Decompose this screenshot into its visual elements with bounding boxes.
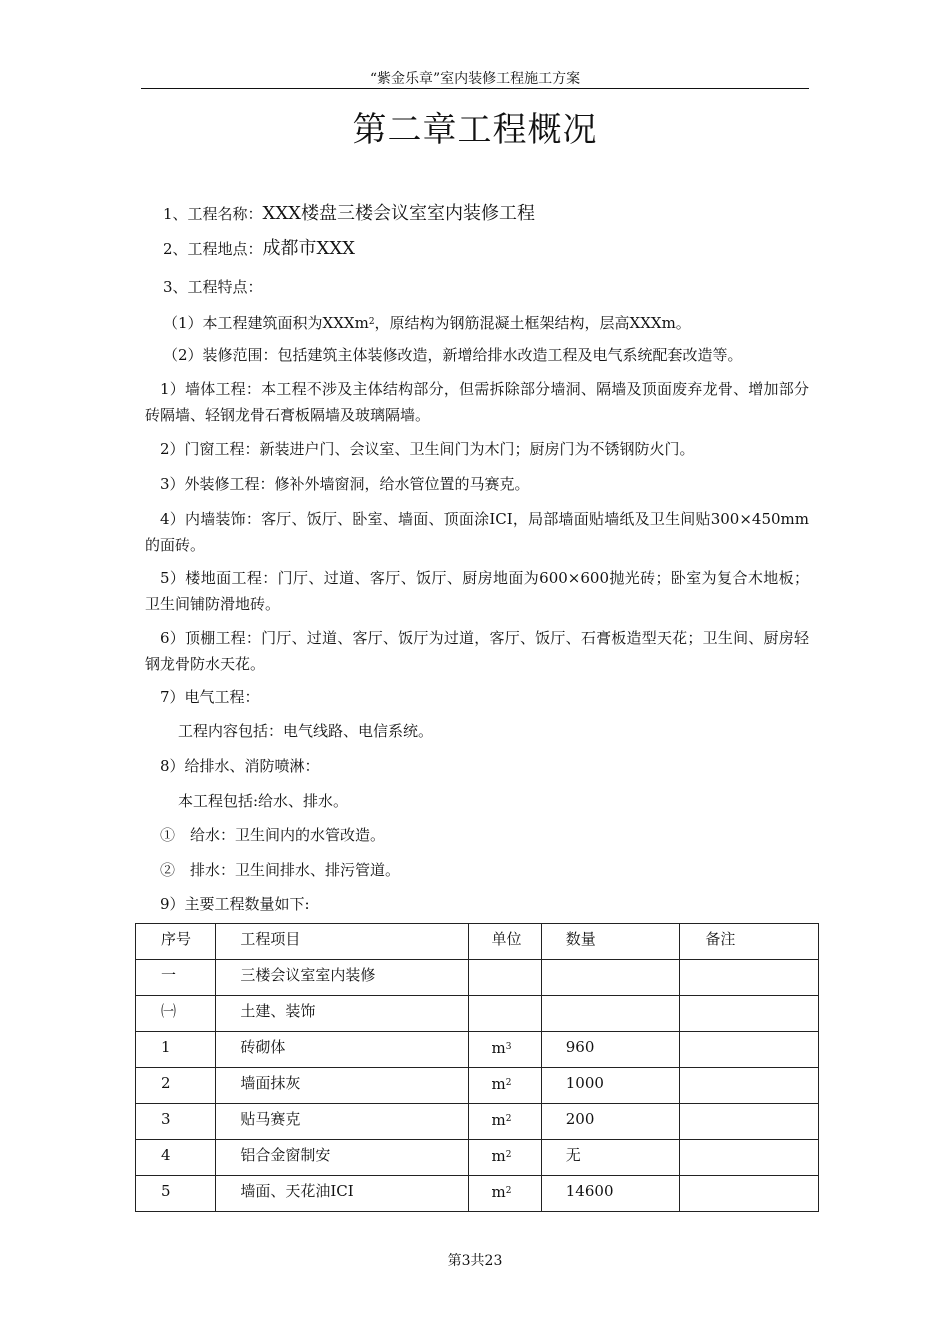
scope-plumbing-content: 本工程包括:给水、排水。 [178,792,349,810]
scope-doors-windows: 2）门窗工程：新装进户门、会议室、卫生间门为木门；厨房门为不锈钢防火门。 [160,440,695,458]
cell-item: 墙面、天花油ICI [216,1176,469,1212]
header-item: 工程项目 [216,924,469,960]
scope-walls: 1）墙体工程：本工程不涉及主体结构部分，但需拆除部分墙洞、隔墙及顶面废弃龙骨、增加部分砖隔墙、轻钢龙骨石膏板隔墙及玻璃隔墙。 [145,380,809,424]
cell-item: 贴马赛克 [216,1104,469,1140]
page-header: “紫金乐章”室内装修工程施工方案 [369,71,581,87]
cell-unit: $m^3$ [469,1032,541,1068]
cell-note [680,996,819,1032]
project-site-label: 2、工程地点： [163,240,263,258]
feature-2: （2）装修范围：包括建筑主体装修改造，新增给排水改造工程及电气系统配套改造等。 [163,346,743,364]
cell-no: 2 [136,1068,216,1104]
scope-electrical-content: 工程内容包括：电气线路、电信系统。 [178,722,434,740]
cell-item: 砖砌体 [216,1032,469,1068]
cell-note [680,1140,819,1176]
cell-note [680,960,819,996]
cell-no: 3 [136,1104,216,1140]
cell-qty [541,960,680,996]
cell-item: 三楼会议室室内装修 [216,960,469,996]
cell-no: 1 [136,1032,216,1068]
cell-note [680,1176,819,1212]
cell-unit: $m^2$ [469,1104,541,1140]
table-row [136,960,819,996]
cell-unit: $m^2$ [469,1068,541,1104]
features-heading: 3、工程特点： [163,278,263,296]
cell-item: 铝合金窗制安 [216,1140,469,1176]
project-name-line [163,201,535,227]
cell-no: ㈠ [136,996,216,1032]
cell-note [680,1068,819,1104]
cell-unit: $m^2$ [469,1140,541,1176]
header-unit: 单位 [469,924,541,960]
chapter-title: 第二章工程概况 [352,110,598,150]
feature-1-text: （1）本工程建筑面积为XXXm [163,314,369,332]
cell-unit [469,960,541,996]
table-row [136,1032,819,1068]
cell-qty: 1000 [541,1068,680,1104]
cell-qty: 无 [541,1140,680,1176]
scope-floors: 5）楼地面工程：门厅、过道、客厅、饭厅、厨房地面为600×600抛光砖；卧室为复合木地板；卫生间铺防滑地砖。 [145,569,809,613]
cell-qty: 960 [541,1032,680,1068]
table-row [136,996,819,1032]
quantities-intro: 9）主要工程数量如下: [160,895,310,913]
cell-qty [541,996,680,1032]
cell-no: 4 [136,1140,216,1176]
feature-1 [163,309,691,336]
scope-water-supply: ① 给水：卫生间内的水管改造。 [160,826,386,844]
header-note: 备注 [680,924,819,960]
cell-note [680,1104,819,1140]
project-site-line [163,236,355,262]
scope-drainage: ② 排水：卫生间排水、排污管道。 [160,861,401,879]
table-row [136,1068,819,1104]
header-no: 序号 [136,924,216,960]
scope-electrical: 7）电气工程： [160,688,260,706]
project-name-value: XXX楼盘三楼会议室室内装修工程 [262,203,535,224]
scope-exterior: 3）外装修工程：修补外墙窗洞，给水管位置的马赛克。 [160,475,530,493]
page-footer: 第3共23 [447,1253,503,1269]
cell-no: 5 [136,1176,216,1212]
scope-ceilings: 6）顶棚工程：门厅、过道、客厅、饭厅为过道，客厅、饭厅、石膏板造型天花；卫生间、厨房轻钢龙骨防水天花。 [145,629,809,673]
table-header-row [136,924,819,960]
header-qty: 数量 [541,924,680,960]
cell-no: 一 [136,960,216,996]
scope-plumbing: 8）给排水、消防喷淋： [160,757,320,775]
feature-1-sup: 2 [368,317,375,327]
feature-1-tail: ，原结构为钢筋混凝土框架结构，层高XXXm。 [374,314,691,332]
table-row [136,1176,819,1212]
cell-qty: 200 [541,1104,680,1140]
cell-unit [469,996,541,1032]
table-row [136,1140,819,1176]
table-row [136,1104,819,1140]
cell-qty: 14600 [541,1176,680,1212]
cell-note [680,1032,819,1068]
cell-unit: $m^2$ [469,1176,541,1212]
project-name-label: 1、工程名称： [163,205,263,223]
scope-interior-walls: 4）内墙装饰：客厅、饭厅、卧室、墙面、顶面涂ICI，局部墙面贴墙纸及卫生间贴300×450mm的面砖。 [145,510,809,554]
header-rule [141,88,809,89]
cell-item: 土建、装饰 [216,996,469,1032]
cell-item: 墙面抹灰 [216,1068,469,1104]
quantities-table [135,923,819,1212]
project-site-value: 成都市XXX [262,238,355,259]
